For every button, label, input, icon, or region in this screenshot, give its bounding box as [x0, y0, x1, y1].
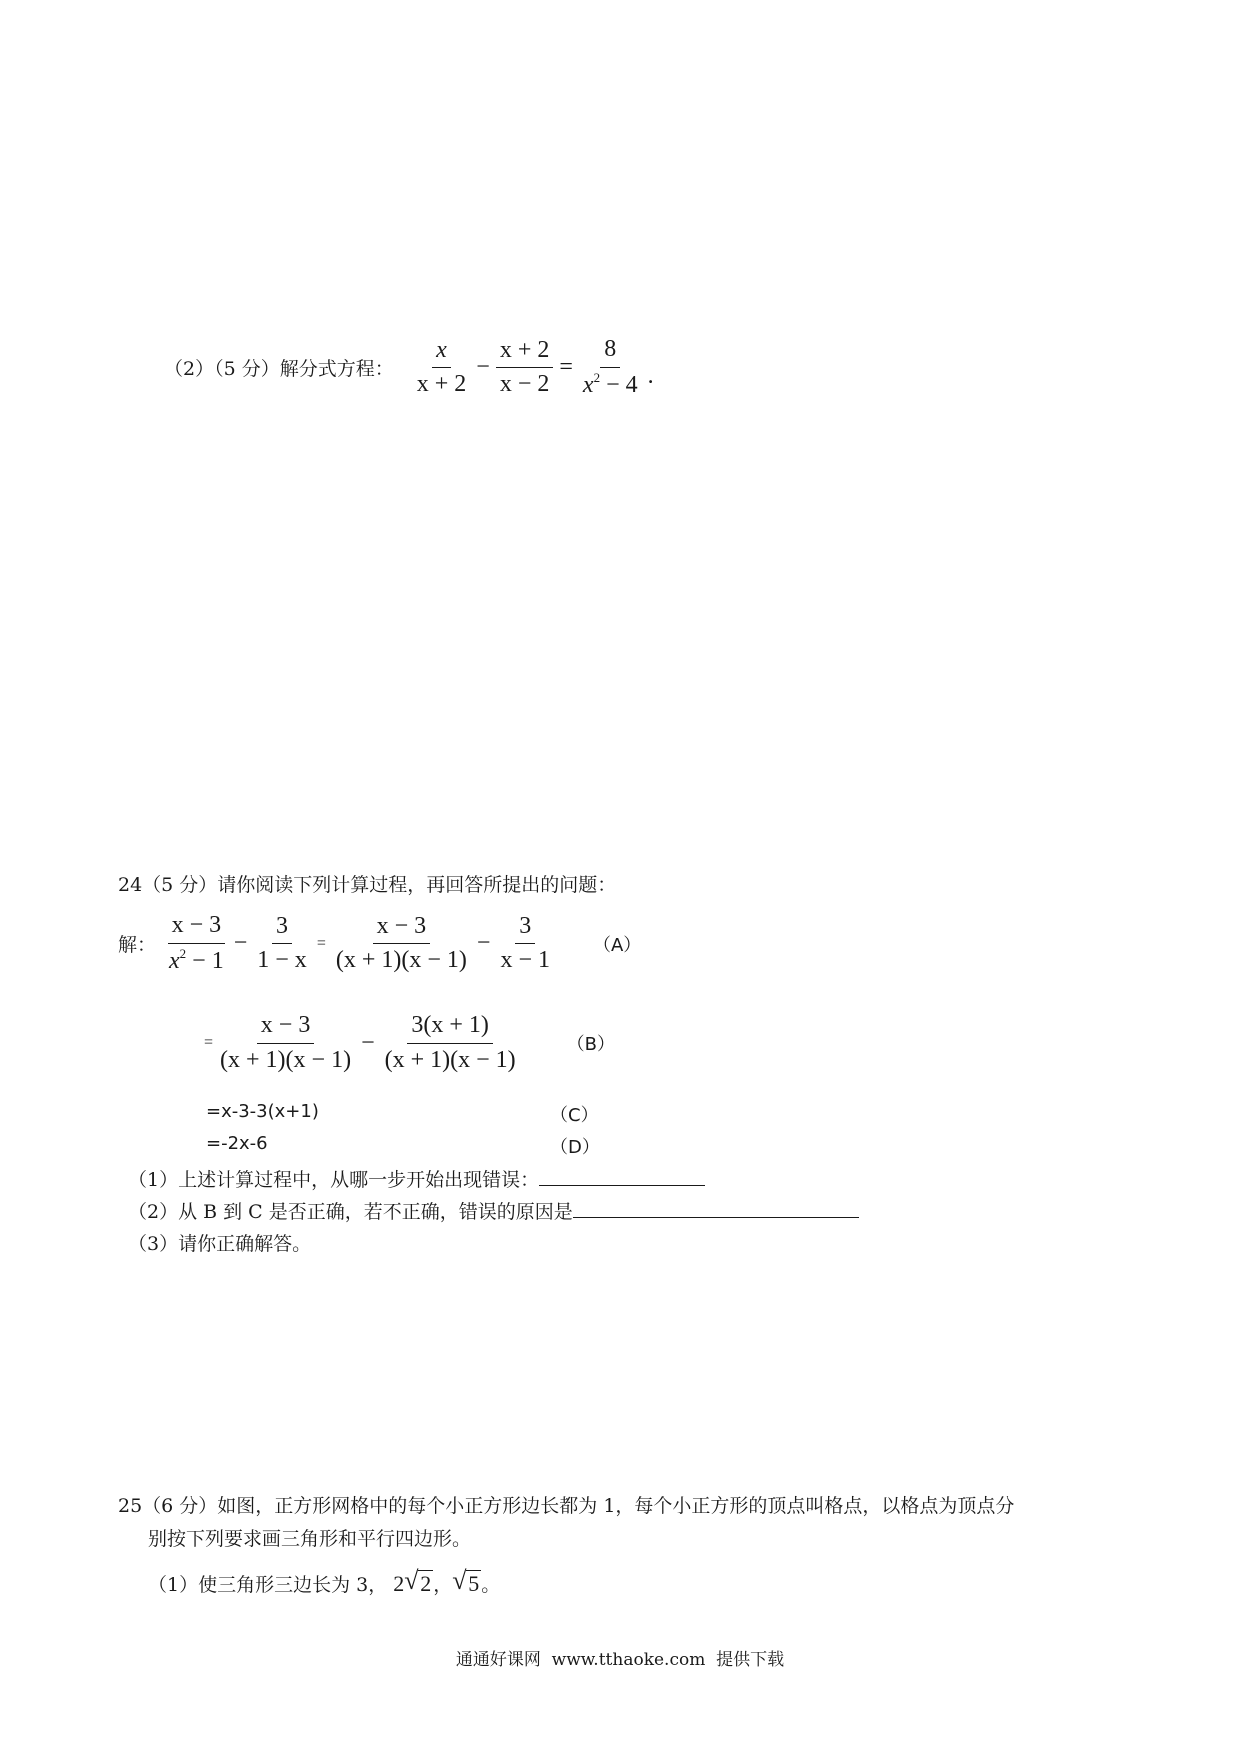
solve-label: 解：: [118, 934, 157, 957]
answer-blank[interactable]: [539, 1167, 705, 1186]
numerator: 3: [515, 913, 535, 945]
comma: ，: [433, 1574, 453, 1596]
q24-sub1: [128, 1165, 705, 1192]
base: x: [169, 947, 180, 974]
q23-2-equation: [410, 336, 657, 399]
rest: − 1: [186, 947, 224, 974]
radicand: 2: [420, 1571, 432, 1596]
sub2-text: （2）从 B 到 C 是否正确，若不正确，错误的原因是: [128, 1201, 573, 1223]
minus-sign: −: [476, 354, 490, 381]
line-b-equation: [204, 1012, 523, 1074]
q25-line1: 25（6 分）如图，正方形网格中的每个小正方形边长都为 1，每个小正方形的顶点叫格点，以格点为顶点分: [118, 1495, 1015, 1517]
fraction: [213, 1012, 358, 1074]
q24-title: 24（5 分）请你阅读下列计算过程，再回答所提出的问题：: [118, 874, 617, 896]
q23-2-line: [164, 336, 657, 399]
minus-sign: −: [233, 930, 248, 957]
denominator: x + 2: [416, 371, 467, 398]
fraction: [493, 337, 557, 399]
denominator: (x + 1)(x − 1): [335, 947, 467, 974]
rest: − 4: [600, 371, 638, 398]
sub1-text: （1）上述计算过程中，从哪一步开始出现错误：: [128, 1169, 540, 1191]
q24-line-d: =-2x-6: [206, 1133, 268, 1154]
denominator: 1 − x: [257, 947, 307, 974]
sqrt-symbol-icon: √: [452, 1566, 467, 1595]
page-footer: 通通好课网 www.tthaoke.com 提供下载: [455, 1650, 785, 1670]
minus-sign: −: [476, 930, 491, 957]
radicand: 5: [468, 1571, 480, 1596]
q24-line-b: [204, 1012, 615, 1074]
step-tag-d: （D）: [550, 1137, 600, 1158]
denominator: [165, 944, 228, 976]
denominator: [579, 368, 642, 400]
fraction: [576, 336, 645, 399]
sqrt-two: [404, 1566, 433, 1597]
q24-line-c: =x-3-3(x+1): [206, 1101, 319, 1122]
step-tag-a: （A）: [592, 934, 642, 956]
step-tag-b: （B）: [566, 1034, 616, 1056]
base: x: [582, 371, 594, 398]
numerator: 8: [600, 336, 620, 368]
period: 。: [481, 1574, 501, 1596]
fraction: [493, 913, 557, 975]
exponent: 2: [593, 369, 601, 385]
numerator: x + 2: [496, 337, 554, 369]
sqrt-symbol-icon: √: [404, 1566, 419, 1595]
equals-sign: =: [316, 934, 326, 952]
numerator: x: [432, 337, 451, 369]
numerator: x − 3: [168, 912, 226, 944]
fraction: [162, 912, 231, 975]
minus-sign: −: [361, 1029, 375, 1056]
numerator: x − 3: [373, 913, 431, 945]
equals-sign: =: [204, 1034, 214, 1052]
q24-sub3: （3）请你正确解答。: [128, 1233, 312, 1255]
fraction: [410, 337, 474, 399]
numerator: 3(x + 1): [407, 1012, 493, 1044]
coefficient: 2: [393, 1570, 405, 1596]
denominator: (x + 1)(x − 1): [384, 1046, 516, 1073]
q25-sub1: [148, 1566, 501, 1597]
sqrt-five: [452, 1566, 481, 1597]
fraction: [378, 1012, 523, 1074]
sub1-text: （1）使三角形三边长为 3，: [148, 1574, 388, 1596]
denominator: x − 1: [500, 947, 550, 974]
line-a-equation: [162, 912, 557, 975]
denominator: (x + 1)(x − 1): [220, 1046, 352, 1073]
q24-line-a: [118, 912, 641, 975]
q23-2-label: （2）（5 分）解分式方程：: [164, 358, 394, 381]
answer-blank[interactable]: [573, 1199, 859, 1218]
fraction: [250, 913, 314, 975]
q25-line2: 别按下列要求画三角形和平行四边形。: [148, 1528, 472, 1550]
equals-sign: =: [559, 354, 573, 381]
period: .: [647, 363, 654, 390]
step-tag-c: （C）: [550, 1105, 599, 1126]
numerator: 3: [272, 913, 292, 945]
numerator: x − 3: [257, 1012, 315, 1044]
q24-sub2: [128, 1197, 859, 1224]
exponent: 2: [179, 945, 187, 961]
fraction: [329, 913, 474, 975]
denominator: x − 2: [499, 371, 550, 398]
